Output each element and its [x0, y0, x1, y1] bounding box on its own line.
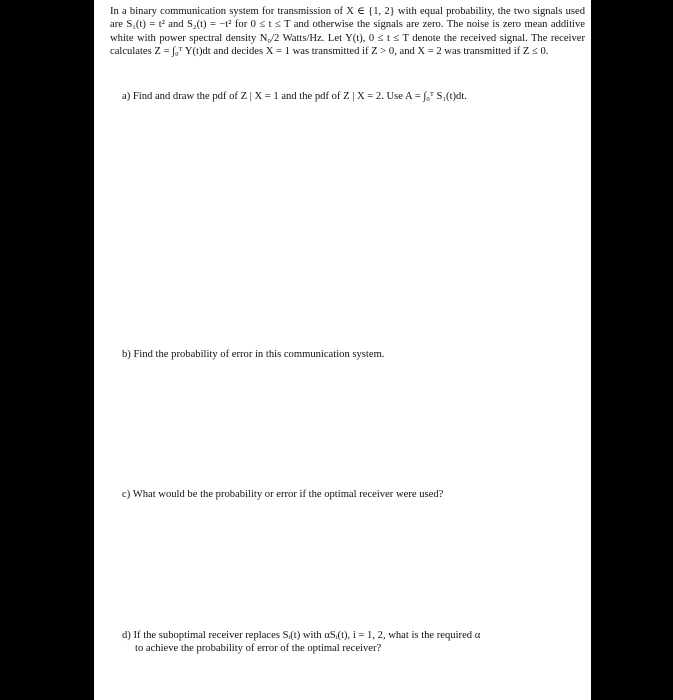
- part-d-text-line2: to achieve the probability of error of the optimal receiver?: [135, 643, 382, 655]
- part-a-text: Find and draw the pdf of Z | X = 1 and the pdf of Z | X = 2. Use A = ∫₀ᵀ S₁(t)dt.: [132, 91, 467, 102]
- part-d: [122, 629, 580, 656]
- part-a: [122, 90, 582, 103]
- part-d-label: d): [122, 630, 131, 641]
- problem-statement: In a binary communication system for transmission of X ∈ {1, 2} with equal probability, the two signals used are S₁(t) = t² and S₂(t) = −t² for 0 ≤ t ≤ T and otherwise the signals are zero. The noise is zero mean additive white with power spectral density N₀/2 Watts/Hz. Let Y(t), 0 ≤ t ≤ T denote the received signal. The receiver calculates Z = ∫₀ᵀ Y(t)dt and decides X = 1 was transmitted if Z > 0, and X = 2 was transmitted if Z ≤ 0.: [110, 6, 585, 57]
- part-b: [122, 348, 582, 361]
- part-c: [122, 488, 582, 501]
- part-c-label: c): [122, 489, 131, 500]
- part-b-text: Find the probability of error in this communication system.: [133, 349, 385, 360]
- part-b-label: b): [122, 349, 131, 360]
- part-a-label: a): [122, 91, 131, 102]
- part-c-text: What would be the probability or error if the optimal receiver were used?: [132, 489, 444, 500]
- document-page: [94, 0, 591, 700]
- part-d-text-line1: If the suboptimal receiver replaces Sᵢ(t) with αSᵢ(t), i = 1, 2, what is the required α: [133, 630, 481, 641]
